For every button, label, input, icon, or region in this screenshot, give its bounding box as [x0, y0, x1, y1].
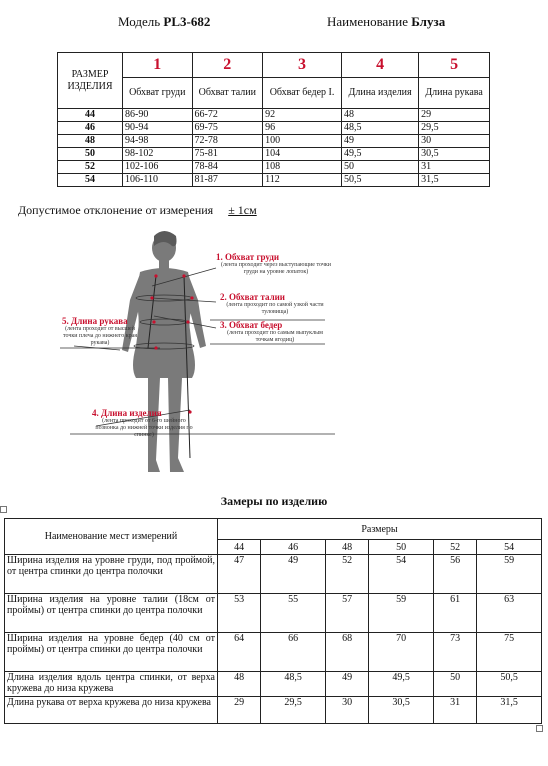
model-value: PL3-682 [163, 14, 211, 29]
size-column-header: 48 [325, 540, 368, 555]
value-cell: 108 [263, 161, 342, 174]
table-anchor-mark [0, 506, 7, 513]
size-cell: 54 [58, 174, 123, 187]
value-cell: 48 [342, 109, 419, 122]
size-column-header: 54 [477, 540, 542, 555]
label-length-note: (лента проходит от 6-го шейного позвонка до нижней точки изделия по спинке) [95, 418, 193, 438]
col-label: Длина изделия [342, 78, 419, 109]
col-label: Обхват талии [192, 78, 263, 109]
size-cell: 44 [58, 109, 123, 122]
value-cell: 70 [369, 633, 434, 672]
label-hips-title: 3. Обхват бедер [220, 320, 283, 330]
measurement-name: Длина рукава от верха кружева до низа кружева [5, 697, 218, 724]
tolerance-note [18, 203, 257, 218]
value-cell: 59 [369, 594, 434, 633]
name-value: Блуза [411, 14, 446, 29]
value-cell: 106-110 [123, 174, 193, 187]
value-cell: 48,5 [261, 672, 326, 697]
value-cell: 75-81 [192, 148, 263, 161]
value-cell: 52 [325, 555, 368, 594]
name-header: Наименование мест измерений [5, 519, 218, 555]
value-cell: 94-98 [123, 135, 193, 148]
value-cell: 29 [419, 109, 490, 122]
col-number: 4 [342, 53, 419, 78]
value-cell: 54 [369, 555, 434, 594]
measure-table-body [5, 555, 542, 724]
size-table [57, 52, 490, 187]
value-cell: 47 [218, 555, 261, 594]
value-cell: 30 [419, 135, 490, 148]
table-row [58, 148, 490, 161]
value-cell: 49,5 [369, 672, 434, 697]
value-cell: 59 [477, 555, 542, 594]
value-cell: 104 [263, 148, 342, 161]
value-cell: 72-78 [192, 135, 263, 148]
value-cell: 55 [261, 594, 326, 633]
value-cell: 49 [325, 672, 368, 697]
label-hips-note: (лента проходит по самым выпуклым точкам ягодиц) [227, 330, 323, 343]
value-cell: 112 [263, 174, 342, 187]
measure-table-title: Замеры по изделию [220, 494, 328, 508]
value-cell: 61 [433, 594, 476, 633]
table-row [5, 672, 542, 697]
size-cell: 48 [58, 135, 123, 148]
value-cell: 50,5 [477, 672, 542, 697]
label-waist-title: 2. Обхват талии [220, 292, 285, 302]
value-cell: 63 [477, 594, 542, 633]
label-length [92, 408, 196, 439]
measure-table [4, 518, 542, 724]
table-row [58, 122, 490, 135]
value-cell: 49 [342, 135, 419, 148]
value-cell: 56 [433, 555, 476, 594]
sizes-header: Размеры [218, 519, 542, 540]
value-cell: 31,5 [419, 174, 490, 187]
table-row [5, 594, 542, 633]
table-row [58, 135, 490, 148]
measurement-figure [60, 228, 340, 480]
value-cell: 78-84 [192, 161, 263, 174]
value-cell: 48,5 [342, 122, 419, 135]
label-chest [216, 252, 336, 276]
size-column-header: 52 [433, 540, 476, 555]
col-number: 3 [263, 53, 342, 78]
value-cell: 30,5 [419, 148, 490, 161]
label-chest-title: 1. Обхват груди [216, 252, 280, 262]
value-cell: 96 [263, 122, 342, 135]
value-cell: 86-90 [123, 109, 193, 122]
value-cell: 50,5 [342, 174, 419, 187]
value-cell: 49 [261, 555, 326, 594]
table-row [58, 174, 490, 187]
value-cell: 69-75 [192, 122, 263, 135]
value-cell: 57 [325, 594, 368, 633]
value-cell: 66-72 [192, 109, 263, 122]
col-number: 2 [192, 53, 263, 78]
table-row [5, 555, 542, 594]
value-cell: 29 [218, 697, 261, 724]
value-cell: 50 [433, 672, 476, 697]
size-column-header: 50 [369, 540, 434, 555]
value-cell: 81-87 [192, 174, 263, 187]
name-line [327, 14, 445, 30]
value-cell: 50 [342, 161, 419, 174]
value-cell: 102-106 [123, 161, 193, 174]
measurement-name: Длина изделия вдоль центра спинки, от верха кружева до низа кружева [5, 672, 218, 697]
value-cell: 64 [218, 633, 261, 672]
value-cell: 31 [419, 161, 490, 174]
value-cell: 100 [263, 135, 342, 148]
table-end-mark [536, 725, 543, 732]
measurement-name: Ширина изделия на уровне бедер (40 см от проймы) от центра спинки до центра полочки [5, 633, 218, 672]
measurement-name: Ширина изделия на уровне груди, под проймой, от центра спинки до центра полочки [5, 555, 218, 594]
value-cell: 90-94 [123, 122, 193, 135]
label-length-title: 4. Длина изделия [92, 408, 162, 418]
value-cell: 66 [261, 633, 326, 672]
table-row [5, 633, 542, 672]
value-cell: 31,5 [477, 697, 542, 724]
col-label: Длина рукава [419, 78, 490, 109]
col-label: Обхват бедер I. [263, 78, 342, 109]
value-cell: 98-102 [123, 148, 193, 161]
label-waist-note: (лента проходит по самой узкой части туловища) [226, 302, 324, 315]
model-label: Модель [118, 14, 161, 29]
model-line [118, 14, 210, 30]
size-column-header: 44 [218, 540, 261, 555]
name-label: Наименование [327, 14, 408, 29]
value-cell: 92 [263, 109, 342, 122]
col-label: Обхват груди [123, 78, 193, 109]
size-cell: 50 [58, 148, 123, 161]
label-chest-note: (лента проходит через выступающие точки груди на уровне лопаток) [220, 262, 331, 275]
value-cell: 29,5 [419, 122, 490, 135]
size-cell: 46 [58, 122, 123, 135]
value-cell: 49,5 [342, 148, 419, 161]
value-cell: 75 [477, 633, 542, 672]
value-cell: 48 [218, 672, 261, 697]
size-header: РАЗМЕР ИЗДЕЛИЯ [58, 53, 123, 109]
label-waist [220, 292, 330, 316]
label-sleeve [62, 316, 138, 347]
measurement-name: Ширина изделия на уровне талии (18см от проймы) от центра спинки до центра полочки [5, 594, 218, 633]
label-sleeve-title: 5. Длина рукава [62, 316, 128, 326]
table-row [58, 161, 490, 174]
col-number: 5 [419, 53, 490, 78]
table-row [5, 697, 542, 724]
value-cell: 73 [433, 633, 476, 672]
size-column-header: 46 [261, 540, 326, 555]
value-cell: 29,5 [261, 697, 326, 724]
size-cell: 52 [58, 161, 123, 174]
value-cell: 53 [218, 594, 261, 633]
value-cell: 68 [325, 633, 368, 672]
label-sleeve-note: (лента проходит от высшей точки плеча до нижнего края рукава) [62, 326, 138, 346]
table-row [58, 109, 490, 122]
col-number: 1 [123, 53, 193, 78]
size-table-body [58, 109, 490, 187]
tolerance-value: ± 1см [228, 203, 257, 217]
value-cell: 31 [433, 697, 476, 724]
label-hips [220, 320, 330, 344]
tolerance-text: Допустимое отклонение от измерения [18, 203, 214, 217]
value-cell: 30,5 [369, 697, 434, 724]
value-cell: 30 [325, 697, 368, 724]
